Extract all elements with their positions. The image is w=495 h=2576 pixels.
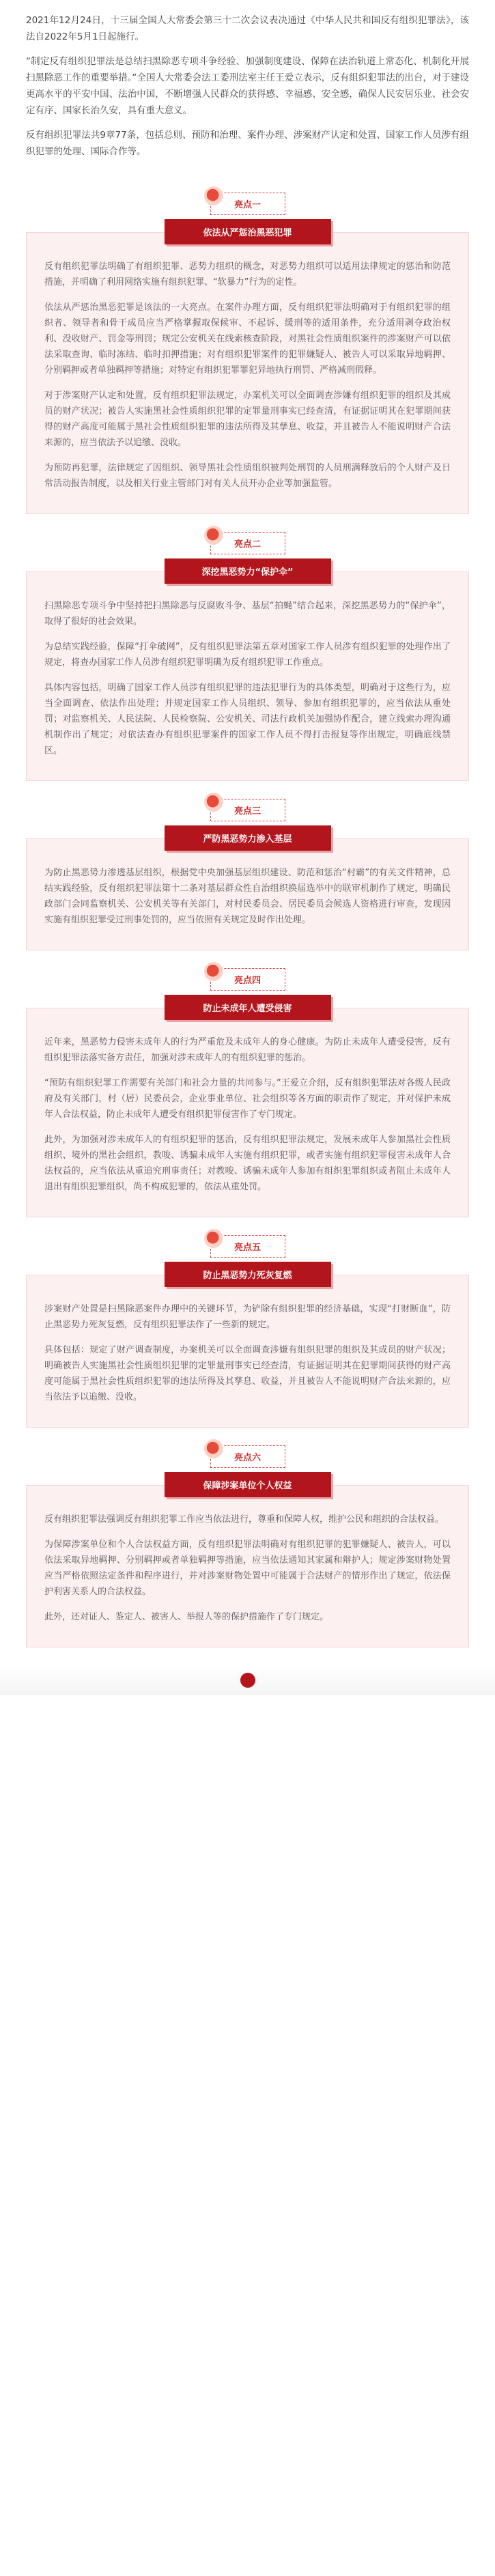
section-title: 严防黑恶势力渗入基层: [165, 825, 331, 851]
section-title: 防止未成年人遭受侵害: [165, 995, 331, 1020]
highlight-section-1: [26, 193, 469, 514]
section-title: 深挖黑恶势力“保护伞”: [165, 558, 331, 584]
highlight-badge: 亮点五: [210, 1235, 285, 1258]
section-paragraph: 为预防再犯罪，法律规定了因组织、领导黑社会性质组织被判处刑罚的人员刑满释放后的个人财产及日常活动报告制度，以及相关行业主管部门对有关人员开办企业等加强监管。: [44, 463, 451, 489]
section-paragraph: 反有组织犯罪法强调反有组织犯罪工作应当依法进行，尊重和保障人权，维护公民和组织的合法权益。: [44, 1514, 444, 1525]
section-title: 依法从严惩治黑恶犯罪: [165, 219, 331, 244]
highlight-badge: 亮点六: [210, 1445, 285, 1468]
section-paragraph: 具体内容包括，明确了国家工作人员涉有组织犯罪的违法犯罪行为的具体类型，明确对于这些行为，应当全面调查、依法作出处理；并规定国家工作人员组织、领导、参加有组织犯罪的，应当依法从重处罚；对监察机关、人民法院、人民检察院、公安机关、司法行政机关加强协作配合，建立线索办理沟通机制作出了规定；对依法查办有组织犯罪案件的国家工作人员不得打击报复等作出规定，明确底线禁区。: [44, 683, 451, 756]
ribbon-icon: [204, 1439, 223, 1458]
section-paragraph: 此外，还对证人、鉴定人、被害人、举报人等的保护措施作了专门规定。: [44, 1612, 329, 1622]
section-body: [26, 1008, 469, 1217]
highlight-section-6: [26, 1445, 469, 1647]
highlight-section-3: [26, 799, 469, 950]
ribbon-icon: [204, 962, 223, 981]
intro: [0, 0, 495, 175]
section-paragraph: 涉案财产处置是扫黑除恶案件办理中的关键环节，为铲除有组织犯罪的经济基础，实现“打财断血”，防止黑恶势力死灰复燃，反有组织犯罪法作了一些新的规定。: [44, 1304, 451, 1330]
intro-paragraph: 反有组织犯罪法共9章77条，包括总则、预防和治理、案件办理、涉案财产认定和处置、国家工作人员涉有组织犯罪的处理、国际合作等。: [26, 130, 469, 157]
highlight-badge: 亮点二: [210, 532, 285, 554]
highlight-section-5: [26, 1235, 469, 1428]
intro-paragraph: 2021年12月24日，十三届全国人大常委会第三十二次会议表决通过《中华人民共和国反有组织犯罪法》，该法自2022年5月1日起施行。: [26, 15, 469, 42]
highlight-badge: 亮点四: [210, 968, 285, 991]
section-paragraph: 依法从严惩治黑恶犯罪是该法的一大亮点。在案件办理方面，反有组织犯罪法明确对于有组织犯罪的组织者、领导者和骨干成员应当严格掌握取保候审、不起诉、缓刑等的适用条件，充分适用剥夺政治权利、没收财产、罚金等刑罚；规定公安机关在线索核查阶段，对黑社会性质组织案件的涉案财产可以依法采取查询、临时冻结、临时扣押措施；对有组织犯罪案件的犯罪嫌疑人、被告人可以采取异地羁押、分别羁押或者单独羁押等措施；对特定有组织犯罪罪犯异地执行刑罚、严格减刑假释。: [44, 302, 451, 376]
section-paragraph: 此外，为加强对涉未成年人的有组织犯罪的惩治，反有组织犯罪法规定，发展未成年人参加黑社会性质组织、境外的黑社会组织，教唆、诱骗未成年人实施有组织犯罪，或者实施有组织犯罪侵害未成年人合法权益的，应当依法从重追究刑事责任；对教唆、诱骗未成年人参加有组织犯罪组织或者阻止未成年人退出有组织犯罪组织，尚不构成犯罪的，依法从重处罚。: [44, 1135, 451, 1192]
section-body: [26, 571, 469, 781]
highlight-badge: 亮点一: [210, 193, 285, 215]
section-title: 保障涉案单位个人权益: [165, 1472, 331, 1497]
ribbon-icon: [204, 186, 223, 206]
ribbon-icon: [204, 526, 223, 545]
section-paragraph: 为总结实践经验，保障“打伞破网”，反有组织犯罪法第五章对国家工作人员涉有组织犯罪的处理作出了规定，将查办国家工作人员涉有组织犯罪明确为反有组织犯罪工作重点。: [44, 642, 451, 668]
intro-paragraph: “制定反有组织犯罪法是总结扫黑除恶专项斗争经验、加强制度建设、保障在法治轨道上常态化、机制化开展扫黑除恶工作的重要举措。”全国人大常委会法工委刑法室主任王爱立表示，反有组织犯罪法的出台，对于建设更高水平的平安中国、法治中国，不断增强人民群众的获得感、幸福感、安全感，确保人民安居乐业、社会安定有序、国家长治久安，具有重大意义。: [26, 56, 469, 116]
section-body: [26, 838, 469, 950]
section-paragraph: 扫黑除恶专项斗争中坚持把扫黑除恶与反腐败斗争、基层“拍蝇”结合起来，深挖黑恶势力的“保护伞”，取得了很好的社会效果。: [44, 601, 451, 627]
section-paragraph: 对于涉案财产认定和处置，反有组织犯罪法规定，办案机关可以全面调查涉嫌有组织犯罪的组织及其成员的财产状况；被告人实施黑社会性质组织犯罪的定罪量刑事实已经查清，有证据证明其在犯罪期间获得的财产高度可能属于黑社会性质组织犯罪的违法所得及其孳息、收益，并且被告人不能说明财产合法来源的，应当依法予以追缴、没收。: [44, 391, 451, 448]
section-paragraph: 为防止黑恶势力渗透基层组织，根据党中央加强基层组织建设、防范和惩治“村霸”的有关文件精神，总结实践经验，反有组织犯罪法第十二条对基层群众性自治组织换届选举中的联审机制作了规定，明确民政部门会同监察机关、公安机关等有关部门，对村民委员会、居民委员会候选人资格进行审查，发现因实施有组织犯罪受过刑事处罚的，应当依照有关规定及时作出处理。: [44, 868, 451, 925]
section-paragraph: “预防有组织犯罪工作需要有关部门和社会力量的共同参与。”王爱立介绍，反有组织犯罪法对各级人民政府及有关部门，村（居）民委员会，企业事业单位、社会组织等各方面的职责作了规定，并对保护未成年人合法权益，防止未成年人遭受有组织犯罪侵害作了专门规定。: [44, 1078, 451, 1120]
highlight-badge: 亮点三: [210, 799, 285, 821]
section-body: [26, 232, 469, 514]
section-paragraph: 具体包括：规定了财产调查制度，办案机关可以全面调查涉嫌有组织犯罪的组织及其成员的财产状况；明确被告人实施黑社会性质组织犯罪的定罪量刑事实已经查清，有证据证明其在犯罪期间获得的财产高度可能属于黑社会性质组织犯罪的违法所得及其孳息、收益，并且被告人不能说明财产合法来源的，应当依法予以追缴、没收。: [44, 1345, 451, 1402]
highlight-section-2: [26, 532, 469, 781]
section-title: 防止黑恶势力死灰复燃: [165, 1262, 331, 1287]
section-paragraph: 为保障涉案单位和个人合法权益方面，反有组织犯罪法明确对有组织犯罪的犯罪嫌疑人、被告人，可以依法采取异地羁押、分别羁押或者单独羁押等措施，应当依法通知其家属和辩护人；规定涉案财物处置应当严格依照法定条件和程序进行，并对涉案财物处置中可能属于合法财产的情形作出了规定，依法保护利害关系人的合法权益。: [44, 1540, 451, 1597]
footer-divider: [0, 1665, 495, 1695]
highlight-section-4: [26, 968, 469, 1217]
section-body: [26, 1485, 469, 1647]
section-paragraph: 近年来，黑恶势力侵害未成年人的行为严重危及未成年人的身心健康。为防止未成年人遭受侵害，反有组织犯罪法落实备方责任，加强对涉未成年人的有组织犯罪的惩治。: [44, 1037, 451, 1063]
ribbon-icon: [204, 793, 223, 812]
emblem-icon: [240, 1673, 255, 1688]
ribbon-icon: [204, 1229, 223, 1248]
section-paragraph: 反有组织犯罪法明确了有组织犯罪、恶势力组织的概念，对恶势力组织可以适用法律规定的惩治和防范措施，并明确了利用网络实施有组织犯罪、“软暴力”行为的定性。: [44, 261, 451, 287]
section-body: [26, 1275, 469, 1428]
